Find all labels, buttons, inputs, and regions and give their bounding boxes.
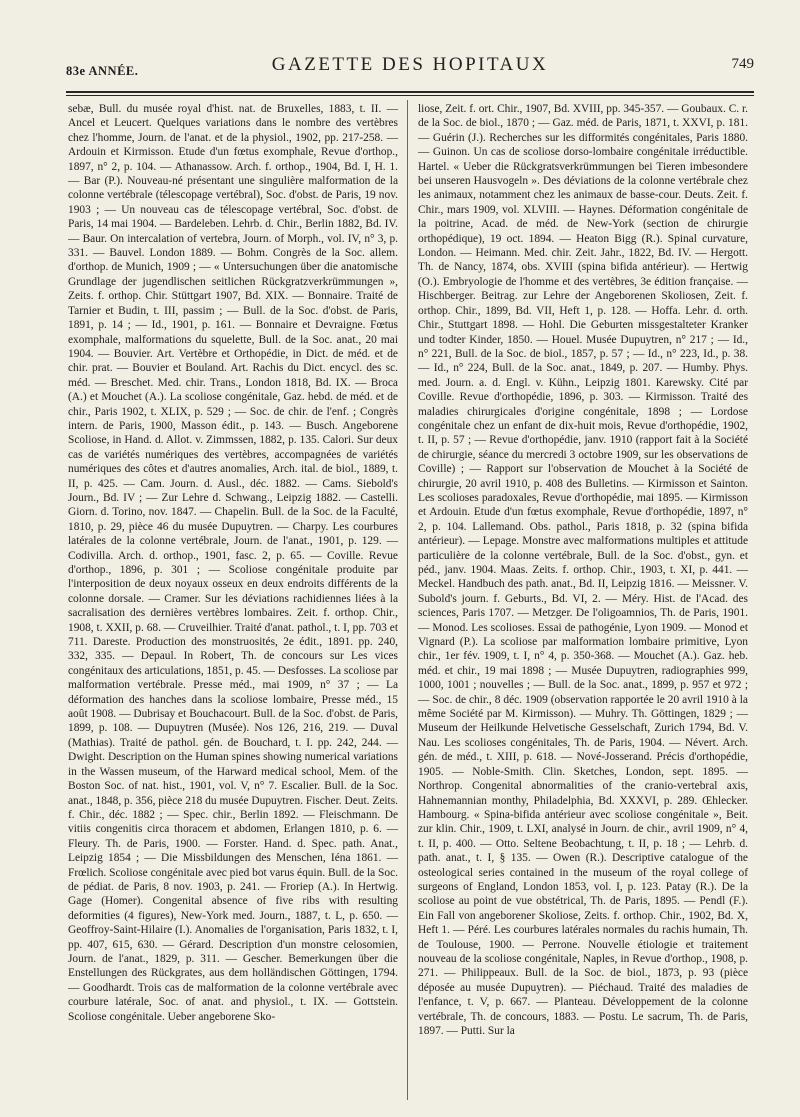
right-column [418,102,748,1038]
column-divider [407,100,408,1100]
header-rule-thin [66,95,754,96]
page-number: 749 [731,56,754,72]
journal-title: GAZETTE DES HOPITAUX [271,54,549,75]
left-column-text: sebæ, Bull. du musée royal d'hist. nat. de Bruxelles, 1883, t. II. — Ancel et Leucert. Quelques variations dans le nombre des vertèbres chez l'homme, Journ. de l'anat. et de la physiol., 1902, pp. 217-258. — Ardouin et Kirmisson. Etude d'un fœtus exomphale, Revue d'orthop., 1897, n° 2, p. 104. — Athanassow. Arch. f. orthop., 1904, Bd. I, H. 1. — Bar (P.). Nouveau-né présentant une singulière malformation de la colonne vertébrale (télescopage vertébral), Soc. d'obst. de Paris, 19 nov. 1903 ; — Un nouveau cas de télescopage vertébral, Soc. d'obst. de Paris, 14 mai 1904. — Bardeleben. Lehrb. d. Chir., Berlin 1882, Bd. IV. — Baur. On intercalation of vertebra, Journ. of Morph., vol. IV, n° 3, p. 331. — Bauvel. London 1889. — Bohm. Congrès de la Soc. allem. d'orthop. de Munich, 1909 ; — « Untersuchungen über die anatomische Grundlage der jugendlischen seitlichen Rückgratzverkrümmungen », Zeits. f. orthop. Chir. Stüttgart 1907, Bd. XIX. — Bonnaire. Traité de Tarnier et Budin, t. III, passim ; — Bull. de la Soc. d'obst. de Paris, 1891, p. 14 ; — Id., 1901, p. 161. — Bonnaire et Devraigne. Fœtus exomphale, malformations du squelette, Bull. de la Soc. anat., 20 mai 1904. — Bouvier. Art. Vertèbre et Orthopédie, in Dict. de méd. et de chir. prat. — Bouvier et Bouland. Art. Rachis du Dict. encycl. des sc. méd. — Breschet. Med. chir. Trans., London 1818, Bd. IX. — Broca (A.) et Mouchet (A.). La scoliose congénitale, Gaz. hebd. de méd. et de chir., Paris 1902, t. XLIX, p. 529 ; — Soc. de chir. de l'enf. ; Congrès intern. de Paris, 1900, Masson édit., p. 143. — Busch. Angeborene Scoliose, in Hand. d. Allot. v. Zimmssen, 1882, p. 135. Calori. Sur deux cas de variétés numériques des vertèbres, accompagnées de variétés numériques des côtes et d'autres anomalies, Arch. ital. de biol., 1889, t. II, p. 425. — Cam. Journ. d. Ausl., déc. 1882. — Cams. Siebold's Journ., Bd. IV ; — Zur Lehre d. Schwang., Leipzig 1882. — Castelli. Giorn. d. Torino, nov. 1847. — Chapelin. Bull. de la Soc. de la Faculté, 1810, p. 29, pièce 46 du musée Dupuytren. — Charpy. Les courbures latérales de la colonne vertébrale, Journ. de l'anat., 1901, p. 129. — Codivilla. Arch. d. orthop., 1901, fasc. 2, p. 65. — Coville. Revue d'orthop., 1896, p. 301 ; — Scoliose congénitale produite par l'interposition de deux noyaux osseux en deux endroits différents de la colonne dorsale. — Cramer. Sur les déviations rachidiennes liées à la sacralisation des dernières vertèbres lombaires. Zeit. f. orthop. Chir., 1908, t. XXII, p. 68. — Cruveilhier. Traité d'anat. pathol., t. I, pp. 703 et 711. Dareste. Production des monstruosités, 2e édit., 1891. pp. 240, 332, 335. — Depaul. In Robert, Th. de concours sur Les vices congénitaux des articulations, 1851, p. 45. — Desfosses. La scoliose par malformation vertébrale. Presse méd., mai 1909, n° 37 ; — La déformation des hanches dans la scoliose lombaire, Presse méd., 15 août 1908. — Dubrisay et Bouchacourt. Bull. de la Soc. d'obst. de Paris, 1899, p. 108. — Dupuytren (Musée). Nos 126, 216, 219. — Duval (Mathias). Traité de pathol. gén. de Bouchard, t. I. pp. 242, 244. — Dwight. Description on the Human spines showing numerical variations in the Wassen museum, of the Harward medical school, Mem. of the Boston Soc. of nat. hist., 1901, vol. V, n° 7. Escalier. Bull. de la Soc. anat., 1848, p. 356, pièce 218 du musée Dupuytren. Fischer. Deut. Zeits. f. Chir., déc. 1882 ; — Spec. chir., Berlin 1892. — Fleischmann. De vitiis congenitis circa thoracem et abdomen, Erlangen 1810, p. 6. — Fleury. Th. de Paris, 1900. — Forster. Hand. d. Spec. path. Anat., Leipzig 1854 ; — Die Missbildungen des Menschen, Iéna 1861. — Frœlich. Scoliose congénitale avec pied bot varus équin. Bull. de la Soc. de pédiat. de Paris, 8 nov. 1903, p. 241. — Froriep (A.). In Hertwig. Gage (Homer). Congenital absence of five ribs with resulting deformities (4 figures), New-York med. Journ., 1887, t. L, p. 650. — Geoffroy-Saint-Hilaire (I.). Anomalies de l'organisation, Paris 1832, t. I, pp. 407, 615, 630. — Gérard. Description d'un monstre celosomien, Journ. de l'anat., 1829, p. 311. — Gescher. Bemerkungen über die Enstellungen des Rückgrates, aus dem holländischen Göttingen, 1794. — Goodhardt. Trois cas de malformation de la colonne vertébrale avec courbure latérale, Soc. of anat. and physiol., t. IX. — Gottstein. Scoliose congénitale. Ueber angeborene Sko- [68,103,398,1023]
right-column-text: liose, Zeit. f. ort. Chir., 1907, Bd. XVIII, pp. 345-357. — Goubaux. C. r. de la Soc. de biol., 1870 ; — Gaz. méd. de Paris, 1871, t. XXVI, p. 181. — Guérin (J.). Recherches sur les difformités congénitales, Paris 1880. — Guinon. Un cas de scoliose dorso-lombaire congénitale irréductible. Hartel. « Ueber die Rückgratsverkrümmungen bei Tieren imbesondere bei unseren Hausvogeln ». Des déviations de la colonne vertébrale chez les animaux, notamment chez les animaux de basse-cour. Deuts. Zeit. f. Chir., mars 1909, vol. XLVIII. — Haynes. Déformation congénitale de la poitrine, Acad. de méd. de New-York (section de chirurgie orthopédique), 19 oct. 1894. — Heaton Bigg (R.). Spinal curvature, London. — Heimann. Med. chir. Zeit. Jahr., 1822, Bd. IV. — Hergott. Th. de Nancy, 1874, obs. XVIII (spina bifida antérieur). — Hertwig (O.). Embryologie de l'homme et des vertèbres, 3e édition française. — Hischberger. Beitrag. zur Lehre der Angeborenen Skoliosen, Zeit. f. orthop. Chir., 1899, Bd. VII, Heft 1, p. 128. — Hoffa. Lehr. d. orth. Chir., Stuttgart 1898. — Hohl. Die Geburten missgestalteter Kranker und todter Kinder, 1850. — Houel. Musée Dupuytren, n° 217 ; — Id., n° 221, Bull. de la Soc. de biol., 1857, p. 57 ; — Id., n° 223, Id., p. 38. — Id., n° 224, Bull. de la Soc. anat., 1849, p. 207. — Humby. Phys. med. Journ. a. d. Engl. v. Kühn., Leipzig 1801. Karewsky. Cité par Coville. Revue d'orthopédie, 1896, p. 303. — Kirmisson. Traité des maladies chirurgicales d'origine congénitale, 1898 ; — Lordose congénitale chez un enfant de dix-huit mois, Revue d'orthopédie, 1902, t. II, p. 57 ; — Revue d'orthopédie, janv. 1910 (rapport fait à la Société de chirurgie, séance du mercredi 3 octobre 1909, sur les observations de Coville) ; — Rapport sur l'observation de Mouchet à la Société de chirurgie, 20 avril 1910, p. 408 des Bulletins. — Kirmisson et Sainton. Les scolioses paradoxales, Revue d'orthopédie, mai 1895. — Kirmisson et Ardouin. Etude d'un fœtus exomphale, Revue d'orthopédie, 1897, n° 2, p. 104. Lallemand. Obs. pathol., Paris 1818, p. 32 (spina bifida antérieur). — Lepage. Monstre avec malformations multiples et attitude particulière de la colonne vertébrale, Bull. de la Soc. d'obst., gyn. et péd., janv. 1904. Maas. Zeits. f. orthop. Chir., 1903, t. XI, p. 441. — Meckel. Handbuch des path. anat., Bd. II, Leipzig 1816. — Meissner. V. Subold's journ. f. Geburts., Bd. VI, 2. — Méry. Hist. de l'Acad. des sciences, Paris 1707. — Metzger. De l'oligoamnios, Th. de Paris, 1901. — Monod. Les scolioses. Essai de pathogénie, Lyon 1909. — Monod et Vignard (P.). La scoliose par malformation lombaire primitive, Lyon chir., 1er fév. 1909, t. I, n° 4, p. 350-368. — Mouchet (A.). Gaz. heb. méd. et chir., 19 mai 1898 ; — Musée Dupuytren, radiographies 999, 1000, 1001 ; nouvelles ; — Bull. de la Soc. anat., 1899, p. 957 et 972 ; — Soc. de chir., 8 déc. 1909 (observation rapportée le 20 avril 1910 à la même Société par M. Kirmisson). — Muhry. Th. Göttingen, 1829 ; — Museum der Heilkunde Helvetische Gesselschaft, Zurich 1794, Bd. V. Nau. Les scolioses congénitales, Th. de Paris, 1904. — Névert. Arch. gén. de méd., t. XIII, p. 618. — Nové-Josserand. Précis d'orthopédie, 1905. — Noble-Smith. Clin. Sketches, London, sept. 1895. — Northrop. Congenital abnormalities of the cranio-vertebral axis, Hahnemannian monthy, Philadelphia, Bd. XXXVI, p. 289. Œhlecker. Hambourg. « Spina-bifida antérieur avec scoliose congénitale », Beit. zur klin. Chir., 1909, t. LXI, analysé in Journ. de chir., avril 1909, n° 4, t. II, p. 400. — Otto. Seltene Beobachtung, t. II, p. 18 ; — Lehrb. d. path. anat., t. I, § 135. — Owen (R.). Descriptive catalogue of the osteological series contained in the museum of the royal college of surgeons of England, London 1853, vol. I, p. 123. Patay (R.). De la scoliose au point de vue obstétrical, Th. de Paris, 1895. — Pendl (F.). Ein Fall von angeborener Skoliose, Zeits. f. orthop. Chir., 1902, Bd. X, Heft 1. — Péré. Les courbures latérales normales du rachis humain, Th. de Toulouse, 1900. — Perrone. Nouvelle étiologie et traitement nouveau de la scoliose congénitale, Naples, in Revue d'orthop., 1908, p. 271. — Philippeaux. Bull. de la Soc. de biol., 1873, p. 93 (pièce déposée au musée Dupuytren). — Piéchaud. Traité des maladies de l'enfance, t. V, p. 667. — Planteau. Développement de la colonne vertébrale, Th. de concours, 1883. — Postu. Le sacrum, Th. de Paris, 1897. — Putti. Sur la [418,103,748,1037]
header-rule [66,91,754,93]
left-column [68,102,398,1024]
issue-label: 83e ANNÉE. [66,64,139,78]
page-header [66,44,754,90]
